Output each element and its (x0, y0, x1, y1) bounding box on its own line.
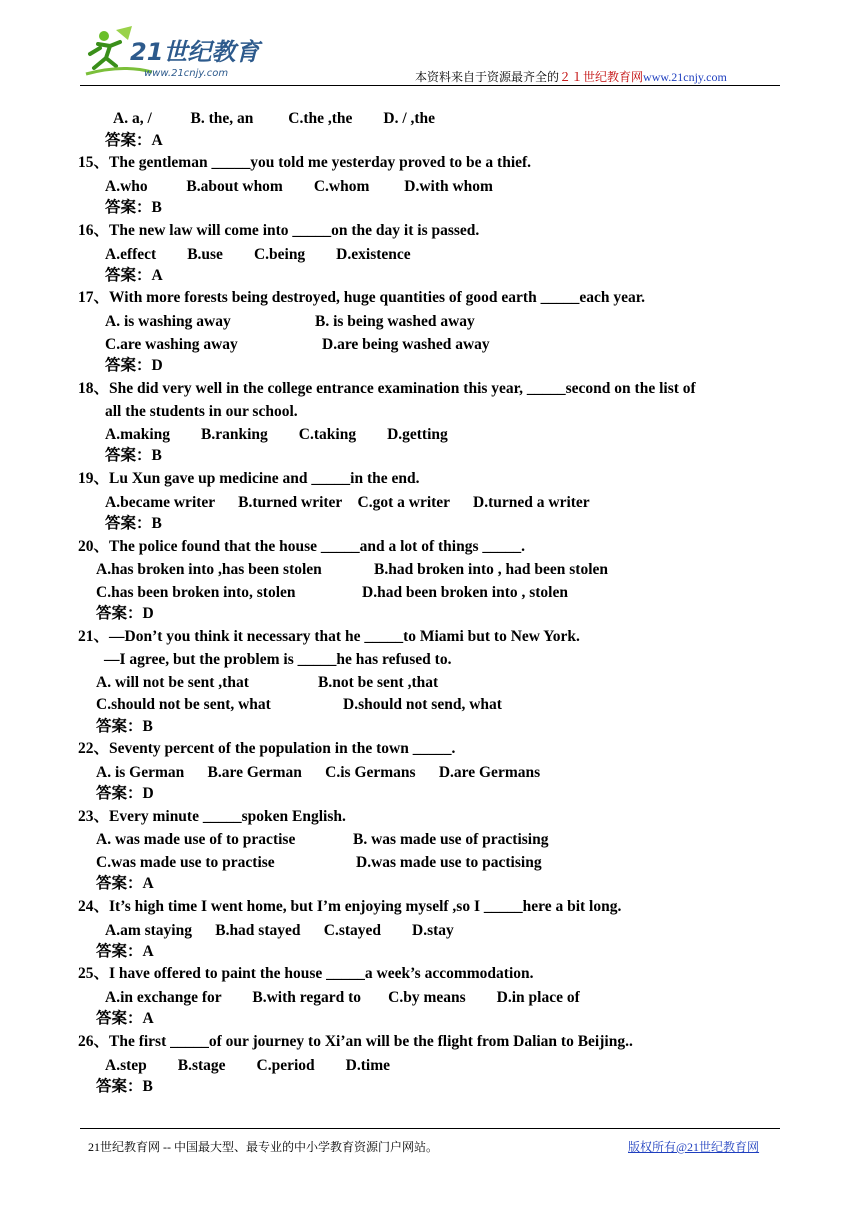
option-a: A. will not be sent ,that (96, 674, 249, 691)
options-line: A. is German B.are German C.is Germans D.are Germans (96, 764, 541, 781)
header-note-site: ２１世纪教育网 (559, 70, 644, 84)
options-line: A.am staying B.had stayed C.stayed D.stay (105, 922, 454, 939)
option-d: D.should not send, what (343, 696, 502, 713)
question-24: 24、It’s high time I went home, but I’m enjoying myself ,so I _____here a bit long. (78, 898, 622, 915)
answer-line: 答案：B (96, 718, 153, 735)
options-line: A.step B.stage C.period D.time (105, 1057, 391, 1074)
option-a: A. is washing away (105, 313, 231, 330)
logo-title: 21世纪教育 (130, 38, 260, 66)
answer-line: 答案：B (105, 199, 162, 216)
option-a: A.has broken into ,has been stolen (96, 561, 322, 578)
option-a: A. was made use of to practise (96, 831, 296, 848)
answer-line: 答案：D (96, 605, 154, 622)
option-b: B.not be sent ,that (318, 674, 439, 691)
header-note-url[interactable]: www.21cnjy.com (643, 70, 727, 84)
question-15: 15、The gentleman _____you told me yesterday proved to be a thief. (78, 154, 532, 171)
footer-copyright-link[interactable]: 版权所有@21世纪教育网 (628, 1140, 760, 1154)
answer-line: 答案：B (96, 1078, 153, 1095)
options-line: A.who B.about whom C.whom D.with whom (105, 178, 493, 195)
option-b: B.had broken into , had been stolen (374, 561, 608, 578)
question-16: 16、The new law will come into _____on the day it is passed. (78, 222, 480, 239)
answer-line: 答案：D (96, 785, 154, 802)
question-21: 21、—Don’t you think it necessary that he _____to Miami but to New York. (78, 628, 580, 645)
header-note-prefix: 本资料来自于资源最齐全的 (415, 70, 560, 84)
options-line: A. a, / B. the, an C.the ,the D. / ,the (113, 110, 436, 127)
question-21-reply: —I agree, but the problem is _____he has refused to. (104, 651, 452, 668)
question-20: 20、The police found that the house _____and a lot of things _____. (78, 538, 525, 555)
answer-line: 答案：B (105, 515, 162, 532)
footer-note: 21世纪教育网 -- 中国最大型、最专业的中小学教育资源门户网站。 (88, 1140, 438, 1154)
question-17: 17、With more forests being destroyed, huge quantities of good earth _____each year. (78, 289, 646, 306)
question-18: 18、She did very well in the college entrance examination this year, _____second on the list of (78, 380, 696, 397)
question-26: 26、The first _____of our journey to Xi’an will be the flight from Dalian to Beijing.. (78, 1033, 633, 1050)
answer-line: 答案：B (105, 447, 162, 464)
question-25: 25、I have offered to paint the house _____a week’s accommodation. (78, 965, 534, 982)
option-c: C.should not be sent, what (96, 696, 271, 713)
question-23: 23、Every minute _____spoken English. (78, 808, 346, 825)
site-logo (82, 24, 282, 84)
answer-line: 答案：A (96, 943, 154, 960)
option-d: D.had been broken into , stolen (362, 584, 568, 601)
options-line: A.making B.ranking C.taking D.getting (105, 426, 448, 443)
question-18-continued: all the students in our school. (105, 403, 298, 420)
options-line: A.effect B.use C.being D.existence (105, 246, 411, 263)
option-c: C.was made use to practise (96, 854, 275, 871)
option-d: D.are being washed away (322, 336, 490, 353)
option-d: D.was made use to pactising (356, 854, 542, 871)
option-c: C.are washing away (105, 336, 238, 353)
option-c: C.has been broken into, stolen (96, 584, 296, 601)
option-b: B. was made use of practising (353, 831, 549, 848)
answer-line: 答案：A (96, 875, 154, 892)
option-b: B. is being washed away (315, 313, 475, 330)
answer-line: 答案：A (105, 132, 163, 149)
logo-url: www.21cnjy.com (144, 68, 229, 79)
answer-line: 答案：A (96, 1010, 154, 1027)
options-line: A.became writer B.turned writer C.got a writer D.turned a writer (105, 494, 590, 511)
header-divider (80, 85, 780, 86)
footer-divider (80, 1128, 780, 1129)
header-note (415, 68, 727, 85)
question-19: 19、Lu Xun gave up medicine and _____in the end. (78, 470, 420, 487)
answer-line: 答案：D (105, 357, 163, 374)
answer-line: 答案：A (105, 267, 163, 284)
question-22: 22、Seventy percent of the population in the town _____. (78, 740, 456, 757)
options-line: A.in exchange for B.with regard to C.by means D.in place of (105, 989, 580, 1006)
